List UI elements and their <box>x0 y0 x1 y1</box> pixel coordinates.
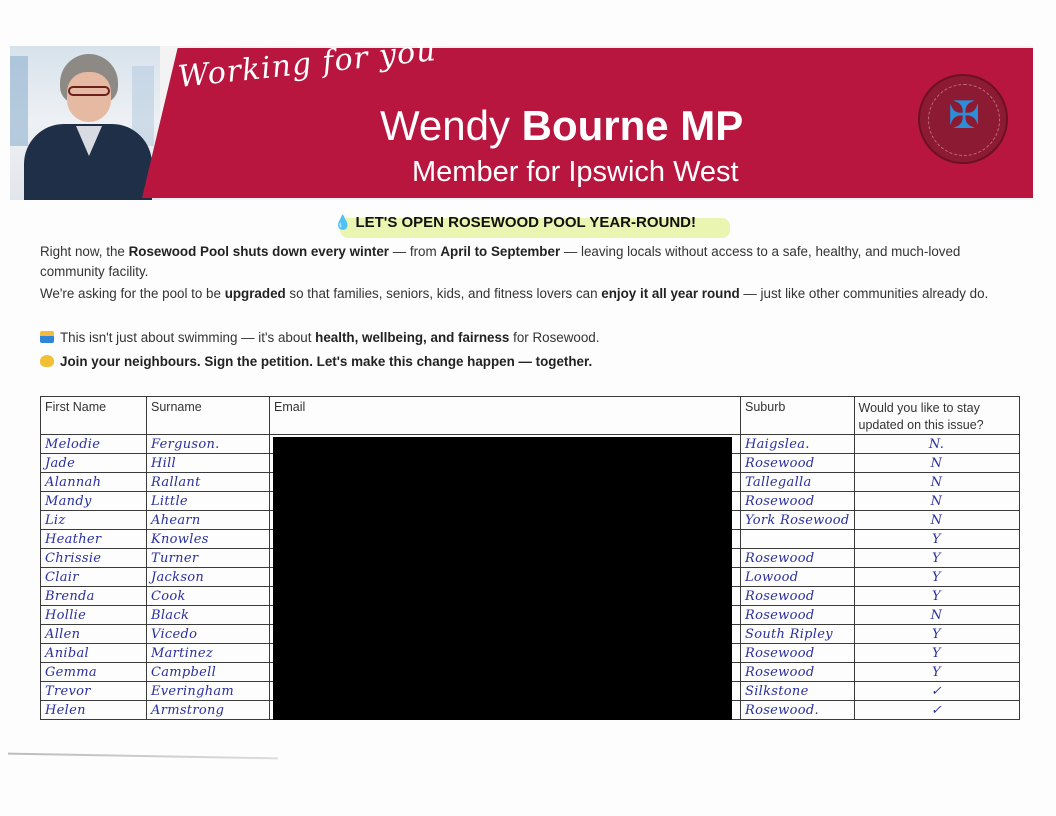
cell-suburb: Silkstone <box>741 682 855 701</box>
cell-first-name: Mandy <box>41 492 147 511</box>
cell-surname: Turner <box>147 549 270 568</box>
p2-bold-b: upgraded <box>224 286 286 301</box>
p3-bold-b: health, wellbeing, and fairness <box>315 330 510 345</box>
col-surname: Surname <box>147 397 270 435</box>
cell-first-name: Jade <box>41 454 147 473</box>
cell-first-name: Melodie <box>41 435 147 454</box>
p1-bold-b: Rosewood Pool shuts down every winter <box>128 244 390 259</box>
cell-first-name: Trevor <box>41 682 147 701</box>
cell-surname: Armstrong <box>147 701 270 720</box>
cell-surname: Ahearn <box>147 511 270 530</box>
cell-suburb: Lowood <box>741 568 855 587</box>
cell-updates: N. <box>854 435 1019 454</box>
cell-suburb: Rosewood. <box>741 701 855 720</box>
cell-first-name: Liz <box>41 511 147 530</box>
cell-updates: Y <box>854 530 1019 549</box>
table-header-row <box>41 397 1020 435</box>
cell-updates: N <box>854 606 1019 625</box>
footer-rule <box>8 753 278 760</box>
p3-text-c: for Rosewood. <box>509 330 600 345</box>
cell-updates: Y <box>854 625 1019 644</box>
headline-text: LET'S OPEN ROSEWOOD POOL YEAR-ROUND! <box>355 214 696 231</box>
mp-first-name: Wendy <box>380 102 510 149</box>
cell-updates: ✓ <box>854 701 1019 720</box>
intro-paragraph <box>40 242 1010 282</box>
p2-text-e: — just like other communities already do. <box>739 286 989 301</box>
col-email: Email <box>270 397 741 435</box>
waving-hand-icon <box>40 355 54 367</box>
cell-surname: Hill <box>147 454 270 473</box>
col-suburb: Suburb <box>741 397 855 435</box>
p4-bold-text: Join your neighbours. Sign the petition. Let's make this change happen — together. <box>60 354 593 369</box>
p2-text-c: so that families, seniors, kids, and fitness lovers can <box>285 286 602 301</box>
cell-updates: Y <box>854 663 1019 682</box>
cell-suburb: South Ripley <box>741 625 855 644</box>
cell-suburb: Rosewood <box>741 492 855 511</box>
cell-suburb: Rosewood <box>741 587 855 606</box>
cell-first-name: Alannah <box>41 473 147 492</box>
cell-first-name: Clair <box>41 568 147 587</box>
cell-surname: Cook <box>147 587 270 606</box>
cell-suburb: York Rosewood <box>741 511 855 530</box>
p1-bold-d: April to September <box>440 244 561 259</box>
mp-name <box>380 102 800 150</box>
cell-updates: Y <box>854 568 1019 587</box>
cell-updates: N <box>854 473 1019 492</box>
redaction-box <box>273 437 732 720</box>
cell-surname: Black <box>147 606 270 625</box>
cell-first-name: Anibal <box>41 644 147 663</box>
cell-suburb: Rosewood <box>741 549 855 568</box>
cell-surname: Martinez <box>147 644 270 663</box>
headline-block <box>330 214 696 240</box>
cell-suburb: Haigslea. <box>741 435 855 454</box>
cell-surname: Campbell <box>147 663 270 682</box>
banner-tagline: Working for you <box>176 33 439 95</box>
cell-surname: Vicedo <box>147 625 270 644</box>
cell-surname: Everingham <box>147 682 270 701</box>
cell-surname: Little <box>147 492 270 511</box>
p2-text-a: We're asking for the pool to be <box>40 286 225 301</box>
p2-bold-d: enjoy it all year round <box>601 286 740 301</box>
mp-portrait-photo <box>10 46 160 200</box>
mp-role: Member for Ipswich West <box>412 156 739 188</box>
parliament-seal-icon: ✠ <box>918 74 1008 164</box>
request-paragraph <box>40 284 1010 304</box>
cell-updates: N <box>854 511 1019 530</box>
cell-updates: Y <box>854 587 1019 606</box>
cell-updates: Y <box>854 549 1019 568</box>
cell-surname: Rallant <box>147 473 270 492</box>
cell-suburb: Tallegalla <box>741 473 855 492</box>
cell-first-name: Heather <box>41 530 147 549</box>
cell-updates: N <box>854 454 1019 473</box>
cell-first-name: Chrissie <box>41 549 147 568</box>
health-paragraph <box>40 328 1010 348</box>
cell-updates: ✓ <box>854 682 1019 701</box>
col-first-name: First Name <box>41 397 147 435</box>
p1-text-c: — from <box>389 244 441 259</box>
cell-updates: N <box>854 492 1019 511</box>
call-to-action <box>40 352 1010 372</box>
cell-suburb: Rosewood <box>741 454 855 473</box>
headline <box>330 214 696 231</box>
cell-first-name: Gemma <box>41 663 147 682</box>
cell-surname: Jackson <box>147 568 270 587</box>
cell-first-name: Brenda <box>41 587 147 606</box>
water-drop-icon: 💧 <box>334 214 352 230</box>
cell-surname: Ferguson. <box>147 435 270 454</box>
p1-text-a: Right now, the <box>40 244 129 259</box>
cell-suburb <box>741 530 855 549</box>
cell-suburb: Rosewood <box>741 663 855 682</box>
cell-first-name: Helen <box>41 701 147 720</box>
cell-suburb: Rosewood <box>741 644 855 663</box>
cell-updates: Y <box>854 644 1019 663</box>
cell-first-name: Hollie <box>41 606 147 625</box>
wave-icon <box>40 331 54 343</box>
p3-text-a: This isn't just about swimming — it's about <box>60 330 316 345</box>
header-banner <box>10 33 1033 200</box>
cell-suburb: Rosewood <box>741 606 855 625</box>
p1-text-e: — leaving locals without access to a safe, healthy, and much-loved community facility. <box>40 244 961 279</box>
cell-surname: Knowles <box>147 530 270 549</box>
col-updates: Would you like to stay updated on this issue? <box>854 397 1019 435</box>
cell-first-name: Allen <box>41 625 147 644</box>
mp-surname: Bourne MP <box>521 102 744 149</box>
